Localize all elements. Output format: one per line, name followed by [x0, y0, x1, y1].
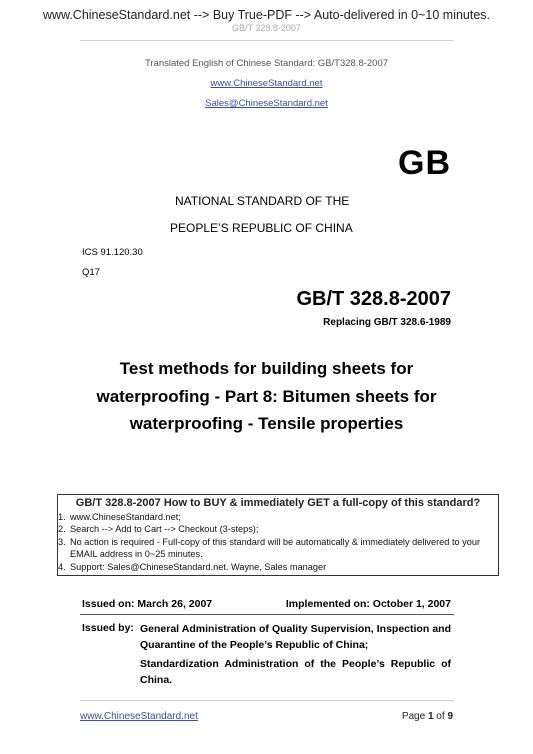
top-banner-link[interactable]: www.ChineseStandard.net --> Buy True-PDF --> Auto-delivered in 0~10 minutes. [42, 8, 491, 22]
page-prefix: Page [401, 711, 428, 722]
purchase-steps-list [57, 511, 499, 573]
step-text: Support: Sales@ChineseStandard.net. Wayne, Sales manager [70, 561, 327, 572]
purchase-step [57, 561, 499, 573]
replacing-standard: Replacing GB/T 328.6-1989 [323, 317, 451, 328]
implemented-on-date: Implemented on: October 1, 2007 [285, 598, 451, 610]
ics-code: ICS 91.120.30 [82, 247, 143, 258]
title-line: waterproofing - Tensile properties [129, 414, 404, 433]
step-text: Search --> Add to Cart --> Checkout (3-steps); [70, 524, 259, 535]
issuer-sac: Standardization Administration of the People’s Republic of China. [140, 658, 451, 686]
document-title [60, 355, 473, 438]
footer-divider [80, 700, 454, 701]
page-total: 9 [447, 711, 453, 722]
issued-by-label: Issued by: [82, 622, 134, 634]
step-text[interactable]: www.ChineseStandard.net; [70, 512, 181, 522]
purchase-step [57, 536, 499, 561]
header-watermark: GB/T 328.8-2007 [232, 23, 301, 33]
classification-code: Q17 [82, 267, 100, 278]
dates-divider [80, 614, 454, 615]
translated-standard-line: Translated English of Chinese Standard: GB/T328.8-2007 [144, 58, 389, 69]
national-standard-line-2: PEOPLE’S REPUBLIC OF CHINA [170, 221, 353, 235]
title-line: Test methods for building sheets for [119, 359, 414, 378]
step-text: No action is required - Full-copy of this standard will be automatically & immediately delivered to your EMAIL address in 0~25 minutes. [70, 536, 481, 560]
issued-on-date: Issued on: March 26, 2007 [82, 598, 213, 610]
issuer-aqsiq: General Administration of Quality Supervision, Inspection and Quarantine of the People’s Republic of China; [140, 623, 451, 651]
page-current: 1 [427, 711, 434, 722]
purchase-step [57, 523, 499, 535]
website-link[interactable]: www.ChineseStandard.net [210, 78, 323, 89]
footer-website-link[interactable]: www.ChineseStandard.net [80, 711, 198, 722]
email-link[interactable]: Sales@ChineseStandard.net [205, 98, 328, 109]
title-line: waterproofing - Part 8: Bitumen sheets for [96, 386, 437, 406]
purchase-box-title: GB/T 328.8-2007 How to BUY & immediately GET a full-copy of this standard? [75, 497, 481, 509]
page-number [402, 711, 453, 722]
national-standard-line-1: NATIONAL STANDARD OF THE [175, 194, 350, 208]
gb-mark: GB [398, 144, 451, 182]
step-number: 4. [58, 561, 66, 572]
purchase-step [57, 511, 499, 523]
header-divider [80, 40, 454, 41]
step-number: 1. [58, 512, 66, 522]
standard-code: GB/T 328.8-2007 [296, 288, 451, 310]
page-of: of [433, 711, 448, 722]
step-number: 2. [58, 524, 66, 535]
step-number: 3. [58, 536, 66, 547]
